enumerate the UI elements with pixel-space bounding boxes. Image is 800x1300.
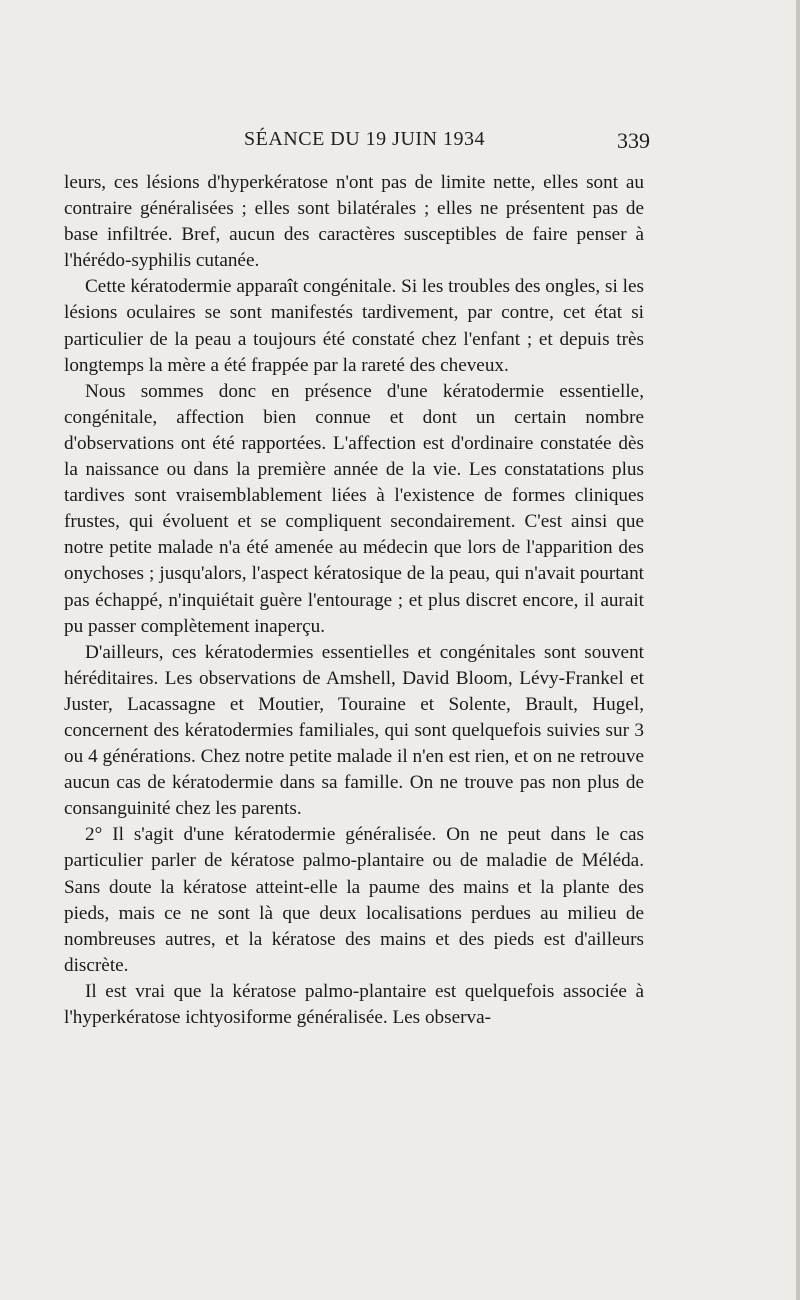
page-edge [796,0,800,1300]
body-text [64,170,644,1031]
running-title: SÉANCE DU 19 JUIN 1934 [244,128,485,150]
paragraph: D'ailleurs, ces kératodermies essentielles et congénitales sont souvent héréditaires. Les observations de Amshell, David Bloom, Lévy-Frankel et Juster, Lacassagne et Moutier, Touraine et Solente, Brault, Hugel, concernent des kératodermies familiales, qui sont quelquefois suivies sur 3 ou 4 générations. Chez notre petite malade il n'en est rien, et on ne retrouve aucun cas de kératodermie dans sa famille. On ne trouve pas non plus de consanguinité chez les parents. [64,641,644,820]
paragraph: 2° Il s'agit d'une kératodermie généralisée. On ne peut dans le cas particulier parler de kératose palmo-plantaire ou de maladie de Méléda. Sans doute la kératose atteint-elle la paume des mains et la plante des pieds, mais ce ne sont là que deux localisations perdues au milieu de nombreuses autres, et la kératose des mains et des pieds est d'ailleurs discrète. [64,824,644,976]
paragraph: leurs, ces lésions d'hyperkératose n'ont pas de limite nette, elles sont au contraire généralisées ; elles sont bilatérales ; elles ne présentent pas de base infiltrée. Bref, aucun des caractères susceptibles de faire penser à l'hérédo-syphilis cutanée. [64,172,644,272]
paragraph: Nous sommes donc en présence d'une kératodermie essentielle, congénitale, affection bien connue et dont un certain nombre d'observations ont été rapportées. L'affection est d'ordinaire constatée dès la naissance ou dans la première année de la vie. Les constatations plus tardives sont vraisemblablement liées à l'existence de formes cliniques frustes, qui évoluent et se compliquent secondairement. C'est ainsi que notre petite malade n'a été amenée au médecin que lors de l'apparition des onychoses ; jusqu'alors, l'aspect kératosique de la peau, qui n'avait pourtant pas échappé, n'inquiétait guère l'entourage ; et plus discret encore, il aurait pu passer complètement inaperçu. [64,380,644,637]
page-number: 339 [617,128,650,153]
page-header [64,128,650,158]
paragraph: Il est vrai que la kératose palmo-plantaire est quelquefois associée à l'hyperkératose ichtyosiforme généralisée. Les observa- [64,980,644,1028]
paragraph: Cette kératodermie apparaît congénitale. Si les troubles des ongles, si les lésions oculaires se sont manifestés tardivement, par contre, cet état si particulier de la peau a toujours été constaté chez l'enfant ; et depuis très longtemps la mère a été frappée par la rareté des cheveux. [64,276,644,376]
